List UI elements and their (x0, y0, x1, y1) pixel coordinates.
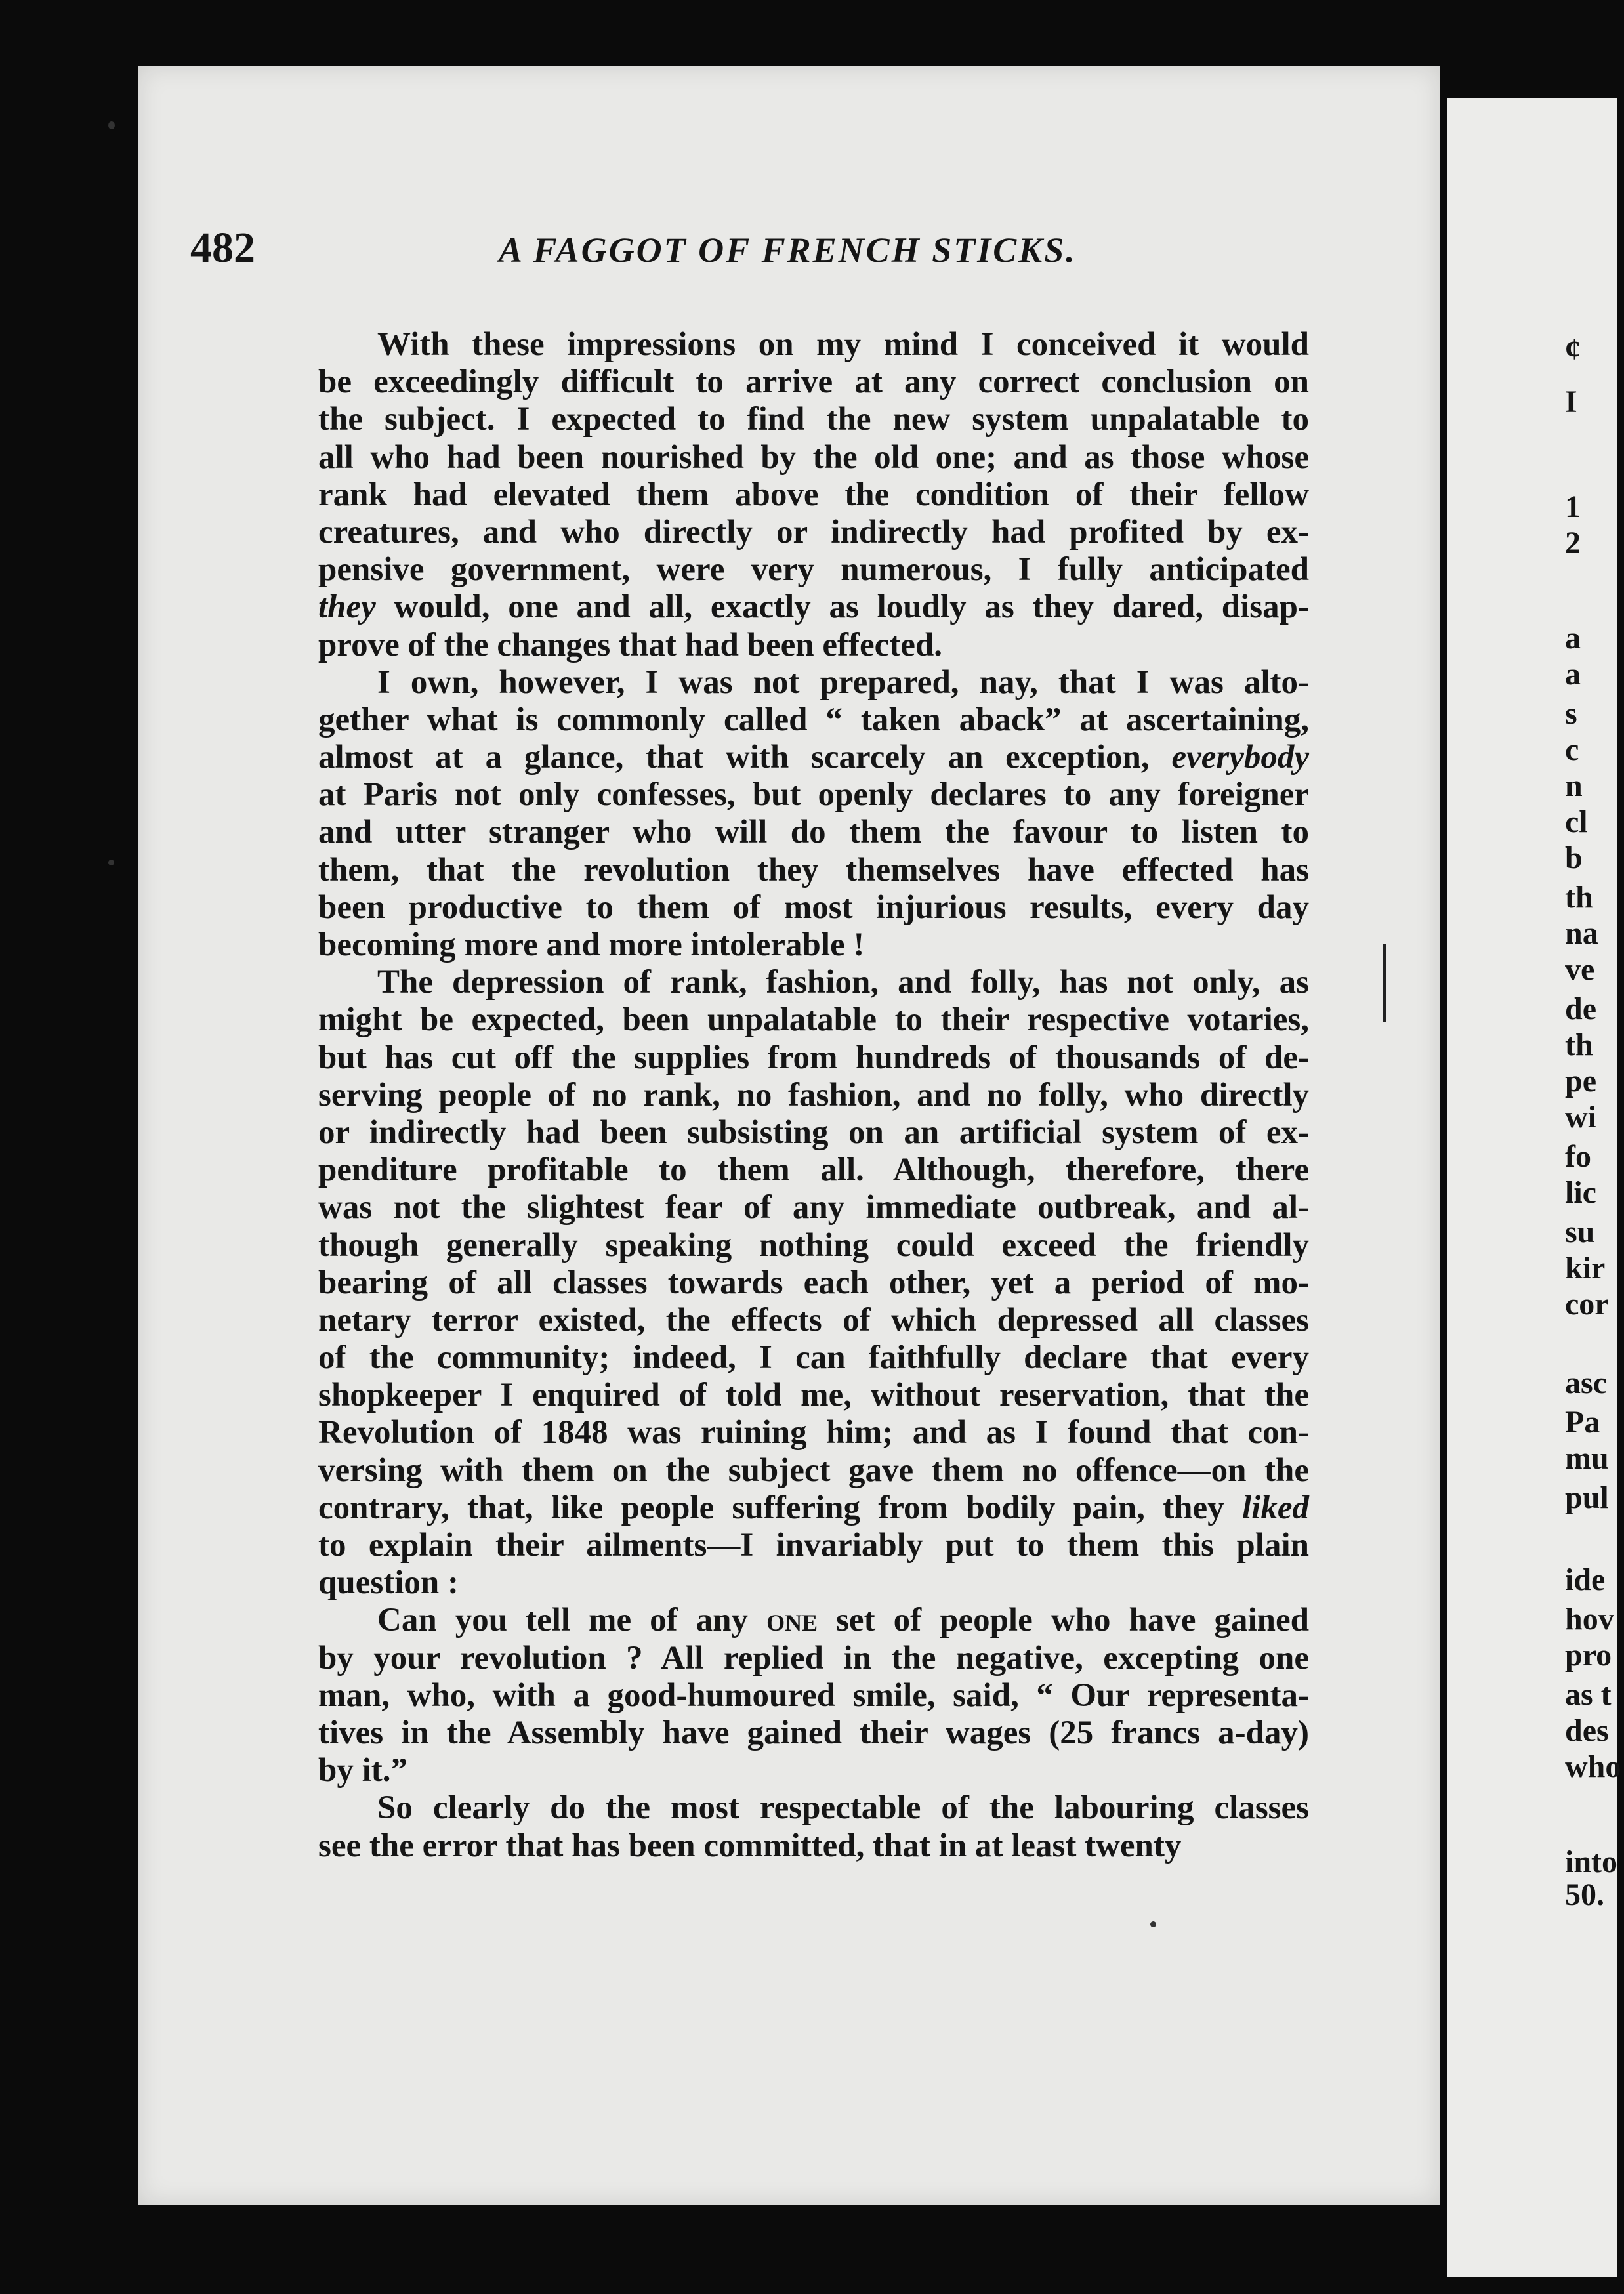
text-line (318, 739, 1309, 776)
text-line (318, 1264, 1309, 1302)
text-run: serving people of no rank, no fashion, and no folly, who directly (318, 1076, 1309, 1114)
text-run: becoming more and more intolerable ! (318, 927, 865, 963)
text-line (318, 701, 1309, 739)
edge-fragment: ¢ (1565, 332, 1581, 367)
text-run: rank had elevated them above the condition of their fellow (318, 476, 1309, 513)
text-line (318, 1564, 1309, 1602)
text-run: Revolution of 1848 was ruining him; and as I found that con- (318, 1414, 1309, 1451)
text-run: see the error that has been committed, that in at least twenty (318, 1827, 1182, 1864)
edge-fragment: wi (1565, 1100, 1596, 1135)
text-run: tives in the Assembly have gained their wages (25 francs a-day) (318, 1714, 1309, 1751)
edge-fragment: pro (1565, 1638, 1612, 1673)
paragraph (318, 326, 1309, 664)
text-line (318, 927, 1309, 964)
text-run: by it.” (318, 1752, 408, 1789)
text-line (318, 1227, 1309, 1264)
text-run: everybody (1171, 739, 1309, 776)
edge-fragment: pe (1565, 1064, 1596, 1098)
text-run: but has cut off the supplies from hundreds of thousands of de- (318, 1039, 1309, 1076)
edge-fragment: kir (1565, 1251, 1606, 1285)
text-line (318, 1189, 1309, 1226)
text-run: of the community; indeed, I can faithfully declare that every (318, 1339, 1309, 1377)
text-run: netary terror existed, the effects of which depressed all classes (318, 1301, 1309, 1339)
text-run: them, that the revolution they themselves have effected has (318, 851, 1309, 888)
edge-fragment: fo (1565, 1139, 1591, 1174)
edge-fragment: ide (1565, 1562, 1606, 1597)
text-line (318, 1039, 1309, 1077)
text-run: pensive government, were very numerous, I fully anticipated (318, 551, 1309, 589)
text-line (318, 1677, 1309, 1715)
text-run: creatures, and who directly or indirectly had profited by ex- (318, 513, 1309, 551)
edge-fragment: 2 (1565, 526, 1581, 560)
edge-fragment: su (1565, 1215, 1595, 1249)
edge-fragment: cor (1565, 1287, 1609, 1322)
paragraph (318, 1789, 1309, 1864)
edge-fragment: de (1565, 991, 1596, 1026)
text-run: the subject. I expected to find the new system unpalatable to (318, 401, 1309, 438)
text-run: contrary, that, like people suffering from bodily pain, they (318, 1489, 1243, 1526)
edge-fragment: th (1565, 880, 1593, 915)
text-run: set of people who have gained (818, 1602, 1309, 1639)
text-run: The depression of rank, fashion, and folly, has not only, as (377, 964, 1309, 1001)
edge-fragment: cl (1565, 804, 1588, 839)
body-text (318, 326, 1309, 1865)
edge-fragment: into (1565, 1845, 1618, 1879)
text-run: might be expected, been unpalatable to their respective votaries, (318, 1001, 1309, 1039)
text-run: shopkeeper I enquired of told me, without reservation, that the (318, 1377, 1309, 1414)
edge-fragment: ve (1565, 952, 1595, 987)
text-line (318, 364, 1309, 401)
edge-fragment: 50. (1565, 1877, 1604, 1912)
text-line (318, 589, 1309, 626)
text-line (318, 964, 1309, 1001)
edge-fragment: lic (1565, 1175, 1596, 1210)
text-run: versing with them on the subject gave them no offence—on the (318, 1451, 1309, 1489)
edge-fragment: a (1565, 621, 1581, 656)
text-line (318, 889, 1309, 927)
edge-fragment: n (1565, 768, 1583, 803)
speck (1150, 1921, 1156, 1927)
edge-fragment: 1 (1565, 490, 1581, 524)
text-run: almost at a glance, that with scarcely an exception, (318, 739, 1172, 776)
text-line (318, 814, 1309, 851)
paragraph (318, 964, 1309, 1602)
edge-fragment: as t (1565, 1677, 1612, 1712)
text-line (318, 1452, 1309, 1490)
page-number: 482 (190, 224, 255, 272)
text-run: by your revolution ? All replied in the negative, excepting one (318, 1639, 1309, 1677)
text-line (318, 1302, 1309, 1339)
text-run: Can you tell me of any (377, 1602, 767, 1639)
speck (108, 121, 115, 129)
text-run: With these impressions on my mind I conceived it would (377, 326, 1309, 363)
text-line (318, 664, 1309, 701)
text-run: liked (1242, 1489, 1309, 1526)
text-line (318, 476, 1309, 514)
text-line (318, 1640, 1309, 1677)
text-line (318, 401, 1309, 438)
text-line (318, 1490, 1309, 1527)
edge-fragment: mu (1565, 1441, 1609, 1476)
text-run: to explain their ailments—I invariably put to them this plain (318, 1527, 1309, 1564)
text-line (318, 1001, 1309, 1039)
text-run: they (318, 589, 376, 626)
margin-mark (1383, 944, 1386, 1022)
text-line (318, 1339, 1309, 1377)
text-line (318, 514, 1309, 551)
text-line (318, 1715, 1309, 1752)
edge-fragment: hov (1565, 1602, 1614, 1637)
text-run: though generally speaking nothing could exceed the friendly (318, 1226, 1309, 1264)
text-line (318, 1077, 1309, 1114)
text-line (318, 1789, 1309, 1827)
edge-fragment: b (1565, 841, 1583, 875)
text-line (318, 1114, 1309, 1152)
edge-fragment: c (1565, 732, 1579, 767)
text-run: or indirectly had been subsisting on an artificial system of ex- (318, 1114, 1309, 1151)
page-header (190, 223, 1319, 295)
edge-fragment: s (1565, 696, 1577, 731)
text-line (318, 627, 1309, 664)
text-line (318, 551, 1309, 589)
speck (108, 860, 114, 865)
text-run: all who had been nourished by the old one; and as those whose (318, 438, 1309, 476)
text-run: man, who, with a good-humoured smile, said, “ Our representa- (318, 1677, 1309, 1714)
text-line (318, 1827, 1309, 1865)
text-run: bearing of all classes towards each other, yet a period of mo- (318, 1264, 1309, 1301)
text-line (318, 1527, 1309, 1564)
edge-fragment: des (1565, 1713, 1609, 1748)
text-run: one (766, 1602, 818, 1639)
text-run: gether what is commonly called “ taken aback” at ascertaining, (318, 701, 1309, 738)
text-line (318, 1152, 1309, 1189)
edge-fragment: na (1565, 916, 1598, 951)
text-line (318, 439, 1309, 476)
text-line (318, 326, 1309, 364)
text-run: been productive to them of most injurious results, every day (318, 888, 1309, 926)
edge-fragment: Pa (1565, 1405, 1600, 1440)
text-run: question : (318, 1564, 459, 1602)
text-line (318, 1602, 1309, 1639)
text-line (318, 1414, 1309, 1451)
text-line (318, 852, 1309, 889)
text-line (318, 1377, 1309, 1414)
text-run: be exceedingly difficult to arrive at any correct conclusion on (318, 364, 1309, 401)
text-run: penditure profitable to them all. Although, therefore, there (318, 1152, 1309, 1189)
edge-fragment: who (1565, 1749, 1621, 1784)
text-run: was not the slightest fear of any immediate outbreak, and al- (318, 1189, 1309, 1226)
edge-fragment: I (1565, 385, 1577, 419)
text-line (318, 776, 1309, 814)
edge-fragment: pul (1565, 1480, 1609, 1515)
text-run: and utter stranger who will do them the favour to listen to (318, 814, 1309, 851)
text-run: at Paris not only confesses, but openly declares to any foreigner (318, 776, 1309, 814)
text-run: So clearly do the most respectable of the labouring classes (377, 1789, 1309, 1827)
text-run: I own, however, I was not prepared, nay, that I was alto- (377, 663, 1309, 701)
paragraph (318, 1602, 1309, 1789)
edge-fragment: asc (1565, 1366, 1607, 1400)
running-title: A FAGGOT OF FRENCH STICKS. (499, 230, 1077, 270)
text-line (318, 1752, 1309, 1789)
edge-fragment: th (1565, 1028, 1593, 1062)
text-run: prove of the changes that had been effected. (318, 626, 942, 663)
edge-fragment: a (1565, 657, 1581, 692)
paragraph (318, 664, 1309, 965)
text-run: would, one and all, exactly as loudly as they dared, disap- (375, 589, 1309, 626)
